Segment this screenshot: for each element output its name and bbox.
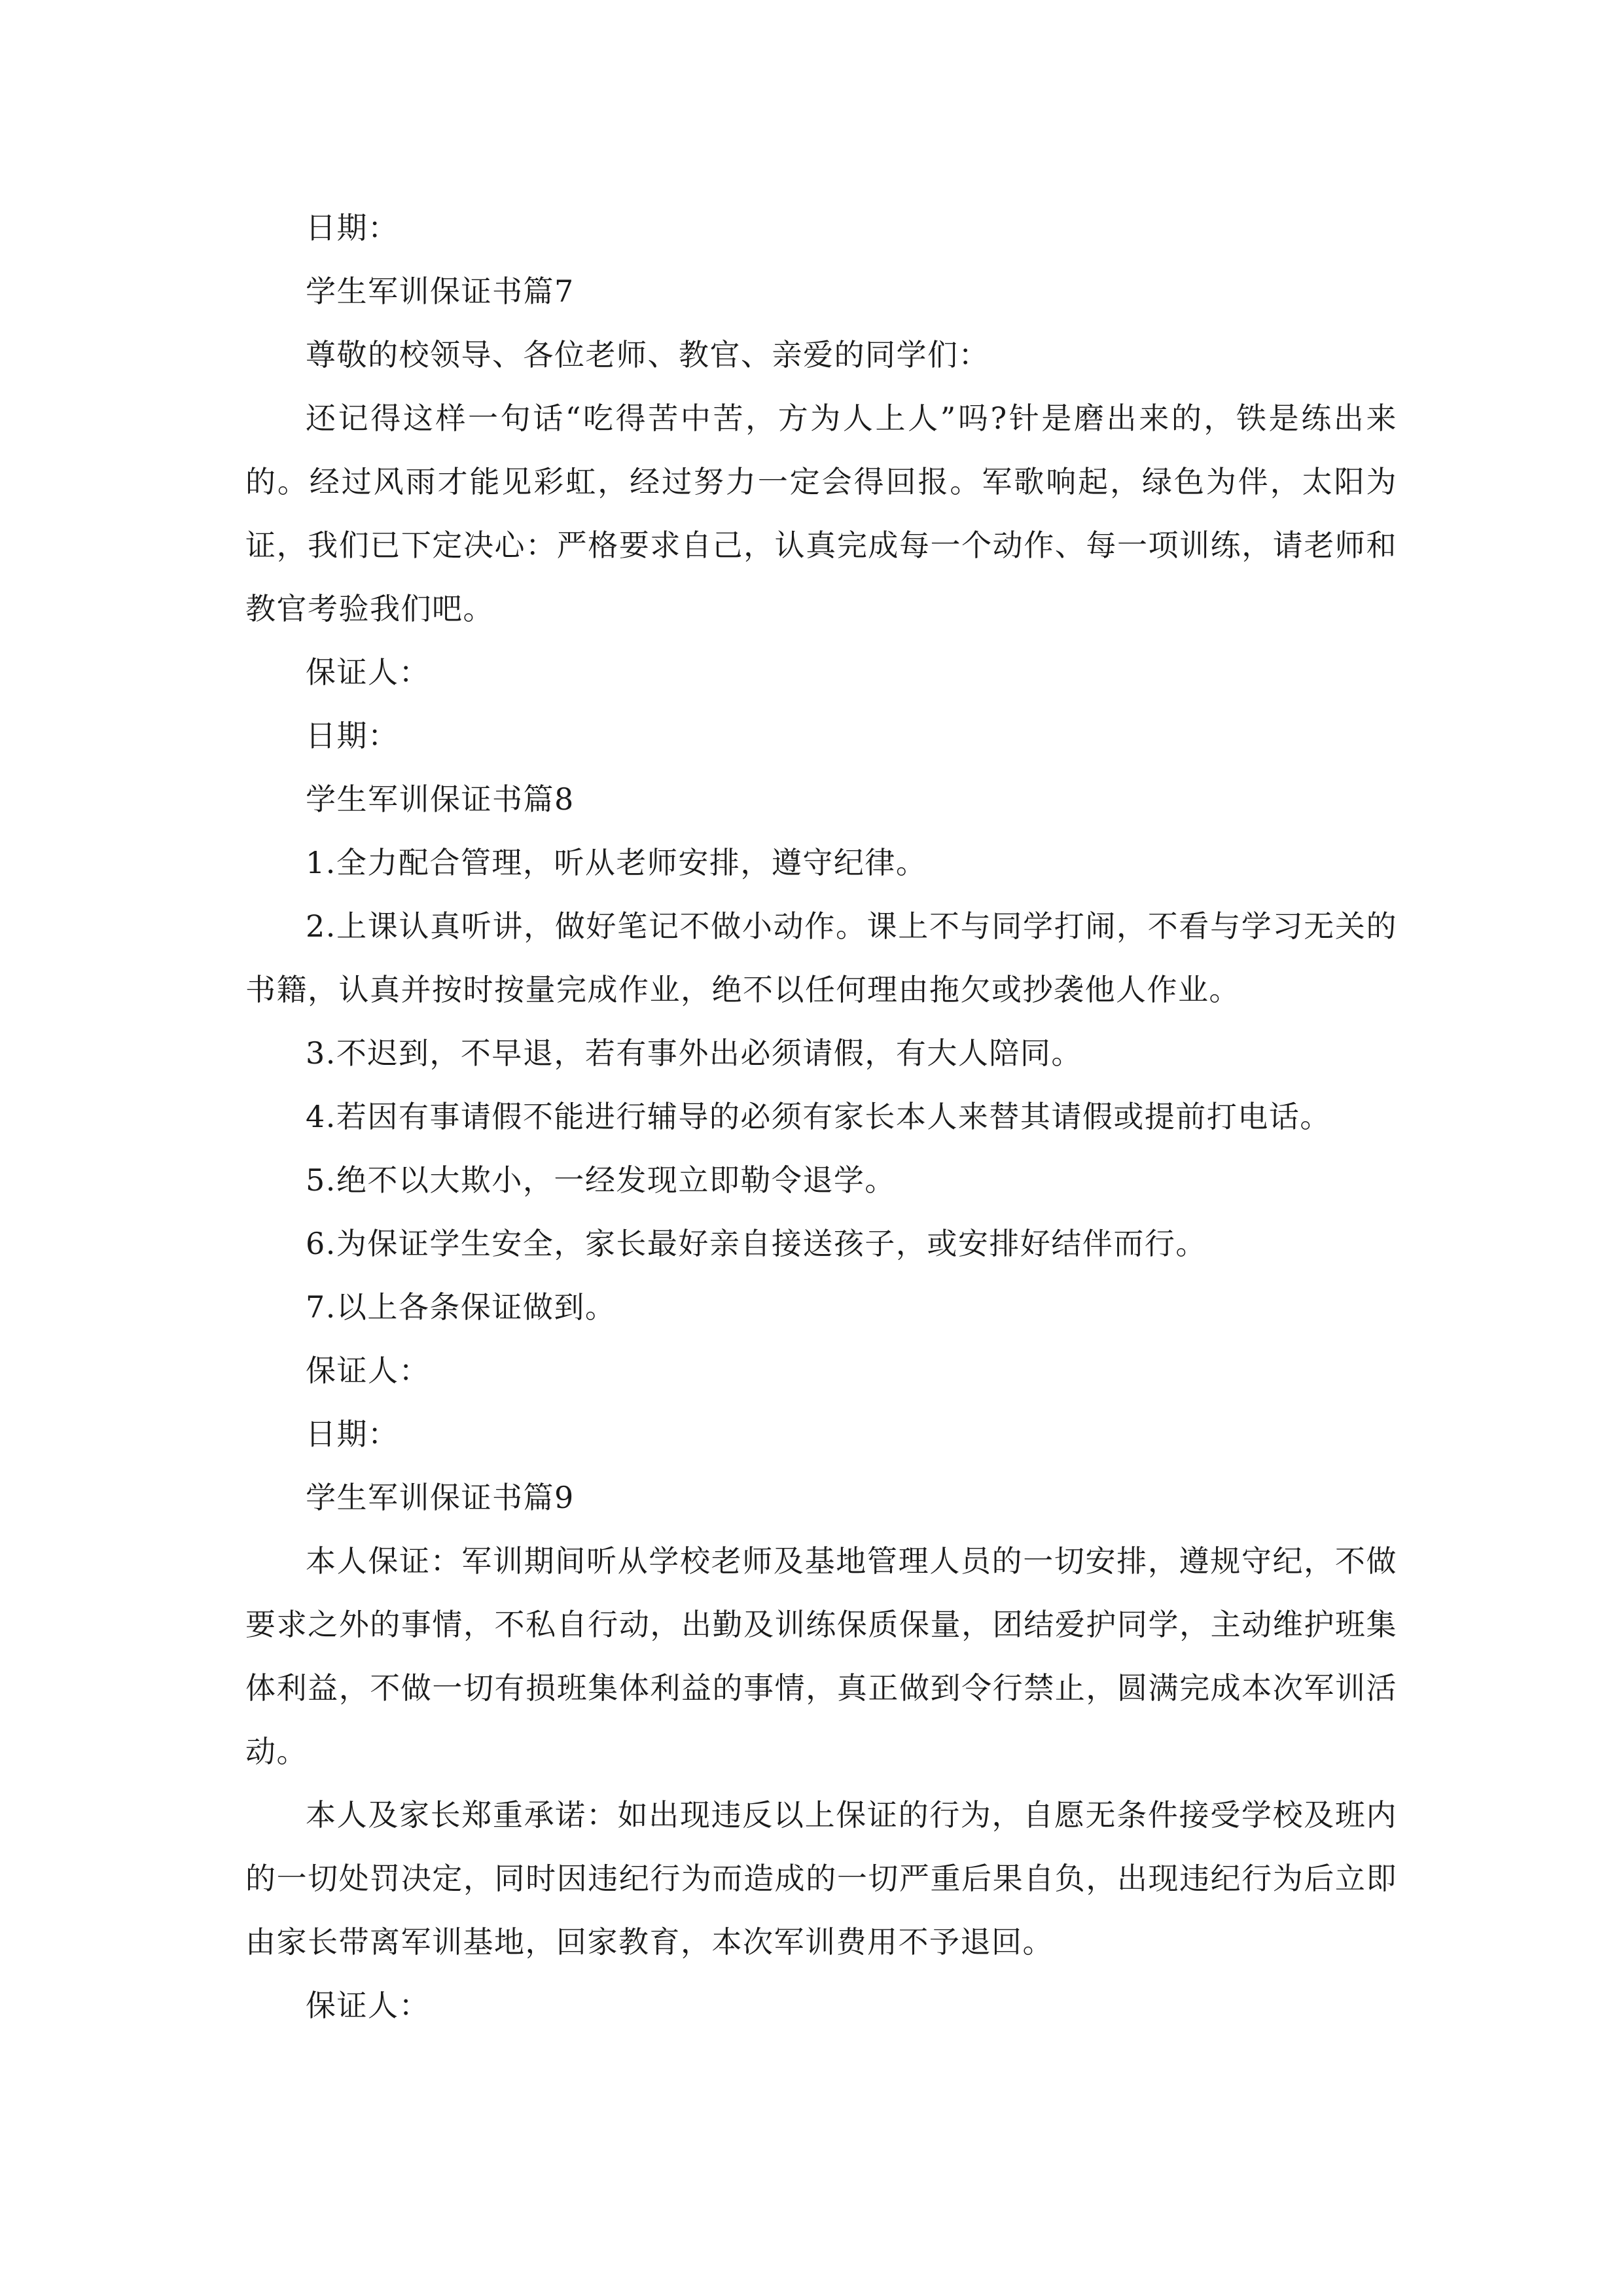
list-item-3: 3.不迟到，不早退，若有事外出必须请假，有大人陪同。 bbox=[306, 1035, 1082, 1071]
document-body bbox=[245, 196, 1397, 2037]
list-item-2: 2.上课认真听讲，做好笔记不做小动作。课上不与同学打闹，不看与学习无关的书籍，认真并按时按量完成作业，绝不以任何理由拖欠或抄袭他人作业。 bbox=[245, 908, 1397, 1007]
date-field: 日期： bbox=[306, 1416, 399, 1452]
guarantor-field: 保证人： bbox=[306, 1988, 430, 2023]
paragraph-pledge-9: 本人保证：军训期间听从学校老师及基地管理人员的一切安排，遵规守纪，不做要求之外的事情，不私自行动，出勤及训练保质保量，团结爱护同学，主动维护班集体利益，不做一切有损班集体利益的事情，真正做到令行禁止，圆满完成本次军训活动。 bbox=[245, 1543, 1397, 1769]
section-heading-7: 学生军训保证书篇7 bbox=[306, 274, 575, 309]
list-item-1: 1.全力配合管理，听从老师安排，遵守纪律。 bbox=[306, 845, 927, 880]
date-field: 日期： bbox=[306, 210, 399, 245]
list-item-5: 5.绝不以大欺小，一经发现立即勒令退学。 bbox=[306, 1162, 896, 1198]
list-item-4: 4.若因有事请假不能进行辅导的必须有家长本人来替其请假或提前打电话。 bbox=[306, 1099, 1331, 1134]
paragraph-pledge-7: 还记得这样一句话“吃得苦中苦，方为人上人”吗?针是磨出来的，铁是练出来的。经过风雨才能见彩虹，经过努力一定会得回报。军歌响起，绿色为伴，太阳为证，我们已下定决心：严格要求自己，认真完成每一个动作、每一项训练，请老师和教官考验我们吧。 bbox=[245, 401, 1397, 626]
guarantor-field: 保证人： bbox=[306, 1353, 430, 1388]
list-item-6: 6.为保证学生安全，家长最好亲自接送孩子，或安排好结伴而行。 bbox=[306, 1226, 1207, 1261]
date-field: 日期： bbox=[306, 718, 399, 753]
section-heading-9: 学生军训保证书篇9 bbox=[306, 1480, 575, 1515]
list-item-7: 7.以上各条保证做到。 bbox=[306, 1289, 616, 1325]
salutation: 尊敬的校领导、各位老师、教官、亲爱的同学们： bbox=[306, 337, 990, 372]
paragraph-commitment: 本人及家长郑重承诺：如出现违反以上保证的行为，自愿无条件接受学校及班内的一切处罚决定，同时因违纪行为而造成的一切严重后果自负，出现违纪行为后立即由家长带离军训基地，回家教育，本次军训费用不予退回。 bbox=[245, 1797, 1397, 1960]
guarantor-field: 保证人： bbox=[306, 655, 430, 690]
section-heading-8: 学生军训保证书篇8 bbox=[306, 781, 575, 817]
